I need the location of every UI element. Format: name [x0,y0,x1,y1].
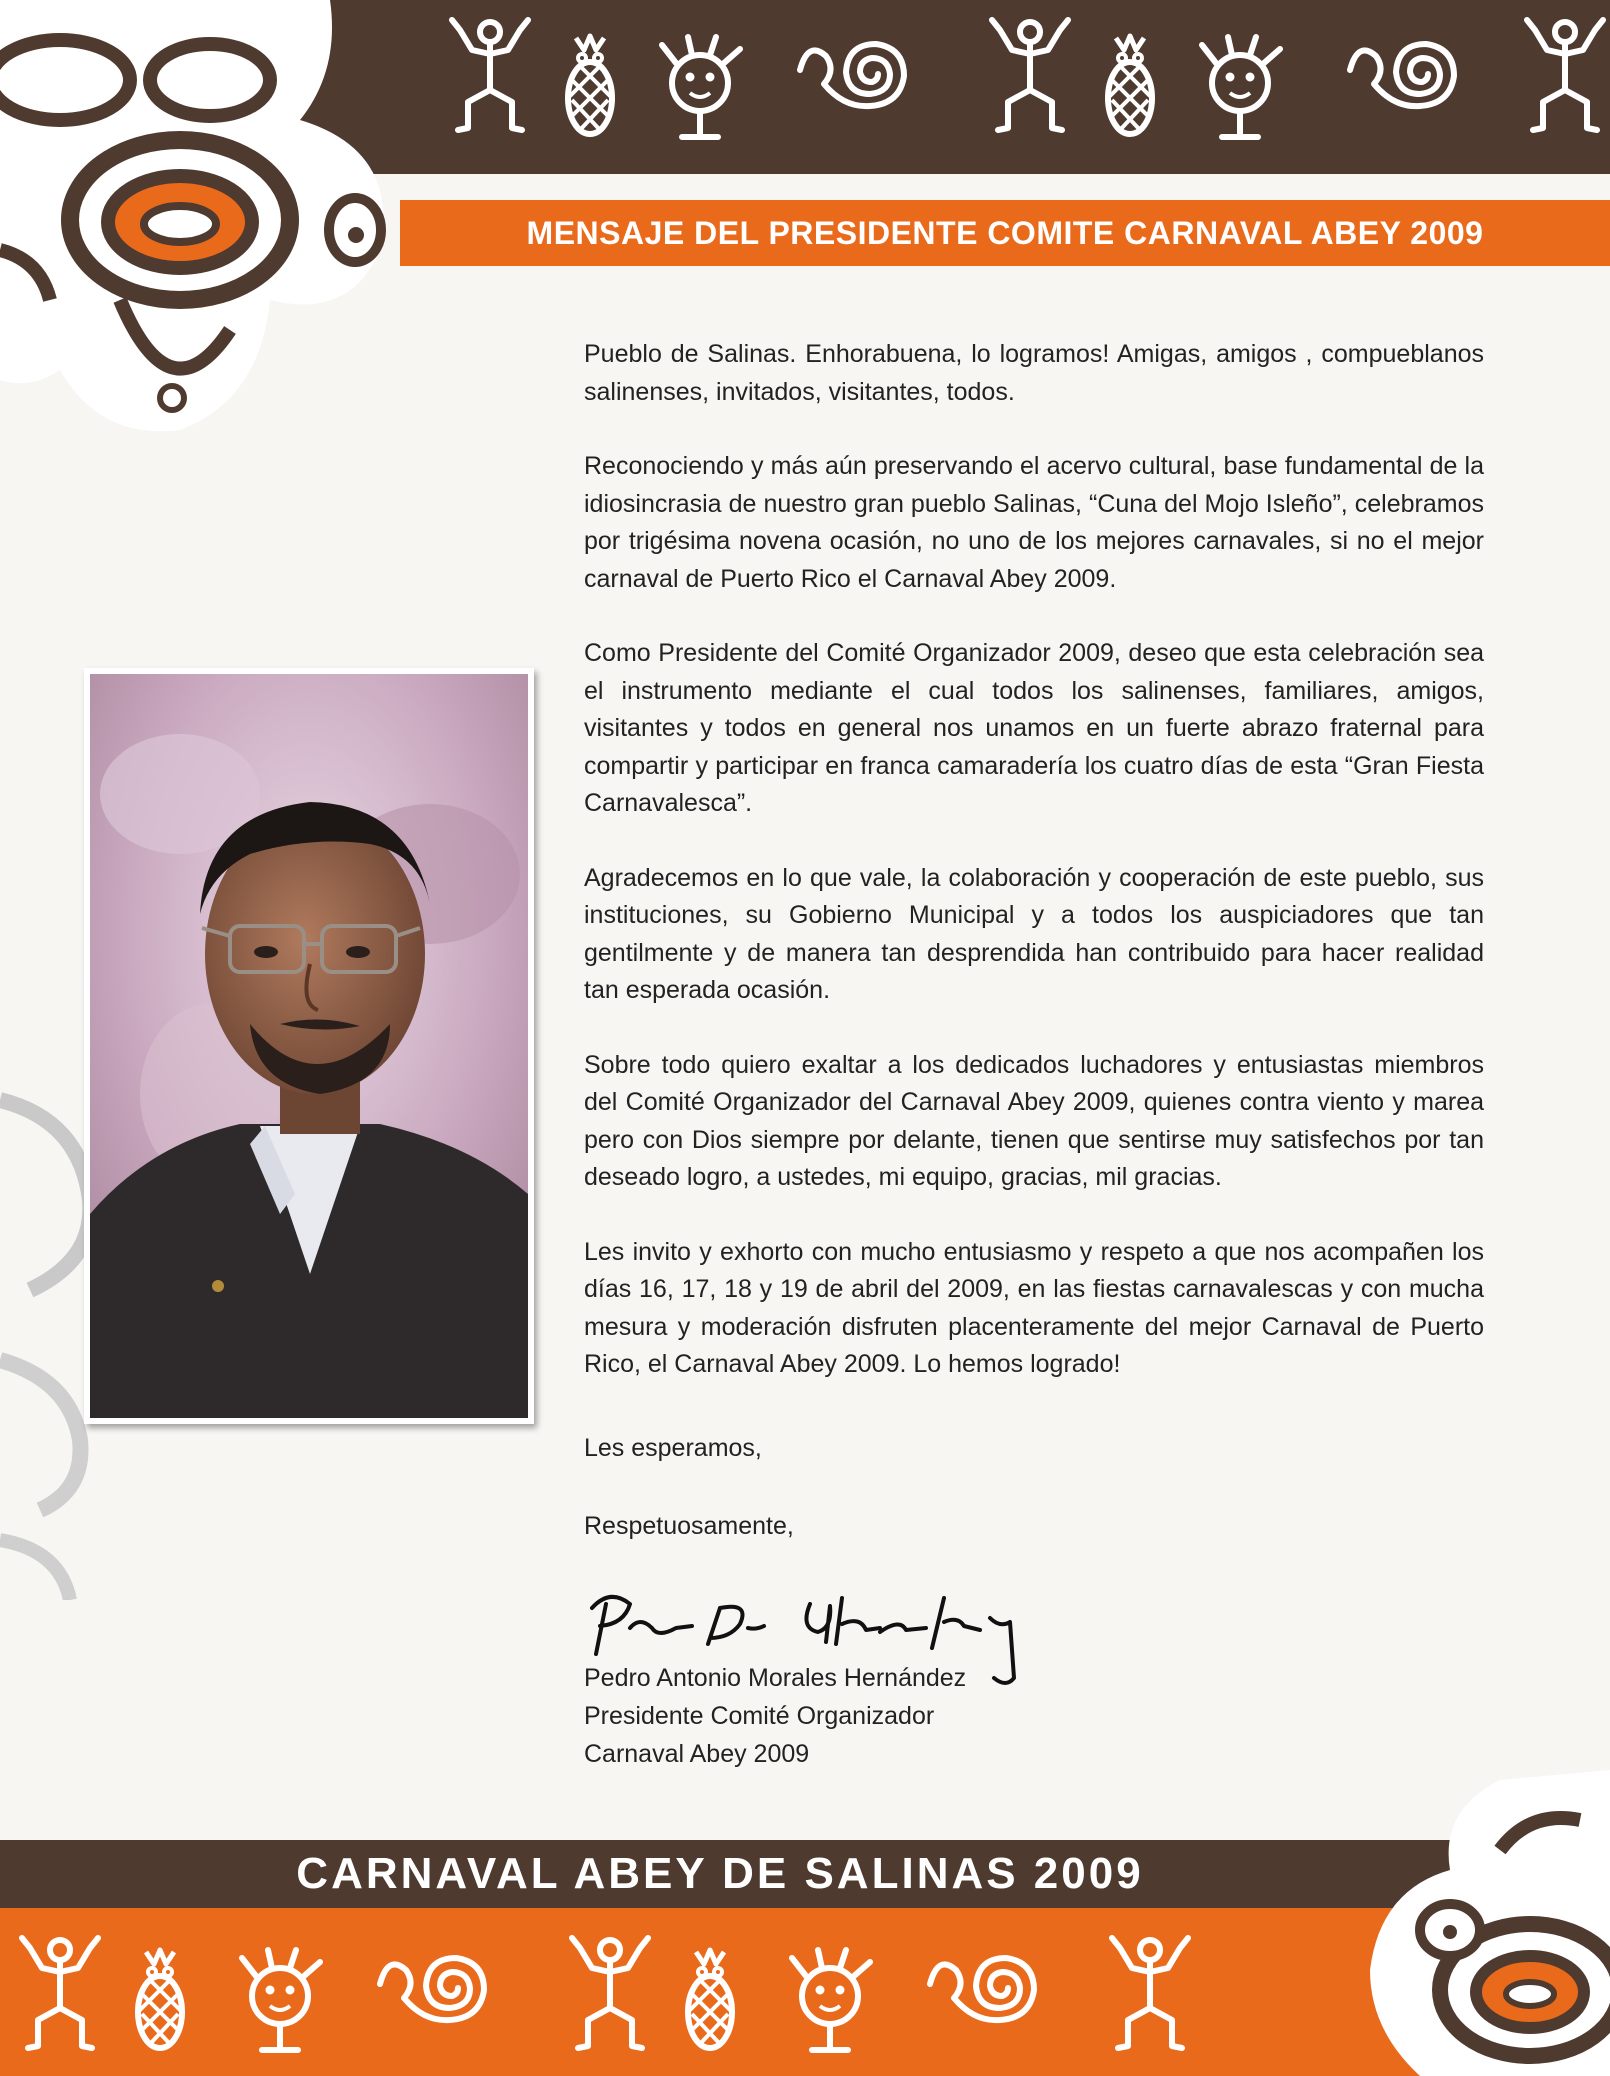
message-paragraph: Reconociendo y más aún preservando el acervo cultural, base fundamental de la idiosincrasia de nuestro gran pueblo Salinas, “Cuna del Mojo Isleño”, celebramos por trigésima novena ocasión, no uno de los mejores carnavales, si no el mejor carnaval de Puerto Rico el Carnaval Abey 2009. [584,452,1484,593]
message-paragraph: Les invito y exhorto con mucho entusiasmo y respeto a que nos acompañen los días 16, 17, 18 y 19 de abril del 2009, en las fiestas carnavalescas y con mucha mesura y moderación disfruten placenteramente del mejor Carnaval de Puerto Rico, el Carnaval Abey 2009. Lo hemos logrado! [584,1237,1484,1378]
frog-figure-icon [572,1938,648,2048]
president-photo [84,668,534,1424]
face-icon [242,1950,320,2050]
signer-title: Presidente Comité Organizador [584,1702,935,1730]
message-paragraph: Como Presidente del Comité Organizador 2009, deseo que esta celebración sea el instrumento mediante el cual todos los salinenses, familiares, amigos, visitantes y todos en general nos unamos en un fuerte abrazo fraternal para compartir y participar en franca camaradería los cuatro días de esta “Gran Fiesta Carnavalesca”. [584,639,1484,817]
message-paragraph: Pueblo de Salinas. Enhorabuena, lo logramos! Amigas, amigos , compueblanos salinenses, invitados, visitantes, todos. [584,340,1484,406]
page-title: MENSAJE DEL PRESIDENTE COMITE CARNAVAL ABEY 2009 [526,214,1484,251]
valediction-line: Respetuosamente, [584,1512,794,1540]
face-icon [1202,37,1280,137]
footer-title: CARNAVAL ABEY DE SALINAS 2009 [296,1849,1144,1898]
pineapple-icon [688,1950,732,2048]
portrait-image [90,674,528,1418]
frog-figure-icon [22,1938,98,2048]
spiral-icon [380,1958,484,2020]
message-body [584,336,1484,1421]
spiral-icon [1350,44,1454,106]
message-paragraph: Agradecemos en lo que vale, la colaboración y cooperación de este pueblo, sus instituciones, su Gobierno Municipal y a todos los auspiciadores que tan gentilmente y de manera tan desprendida han contribuido para hacer realidad tan esperada ocasión. [584,863,1484,1004]
face-icon [662,37,740,137]
petroglyph-figure-icon [992,20,1068,130]
petroglyph-figure-icon [1527,20,1603,130]
spiral-icon [930,1958,1034,2020]
farewell-line: Les esperamos, [584,1434,762,1462]
taino-sun-icon [0,0,420,440]
petroglyph-figure-icon [452,20,528,130]
signer-organization: Carnaval Abey 2009 [584,1740,810,1768]
face-icon [792,1950,870,2050]
pineapple-icon [1108,36,1152,134]
frog-figure-icon [1112,1938,1188,2048]
taino-sun-icon [1330,1770,1610,2076]
pineapple-icon [138,1950,182,2048]
signer-name: Pedro Antonio Morales Hernández [584,1664,967,1692]
spiral-icon [800,44,904,106]
message-paragraph: Sobre todo quiero exaltar a los dedicados luchadores y entusiastas miembros del Comité Organizador del Carnaval Abey 2009, quienes contra viento y marea pero con Dios siempre por delante, tienen que sentirse muy satisfechos por tan deseado logro, a ustedes, mi equipo, gracias, mil gracias. [584,1050,1484,1191]
pineapple-icon [568,36,612,134]
